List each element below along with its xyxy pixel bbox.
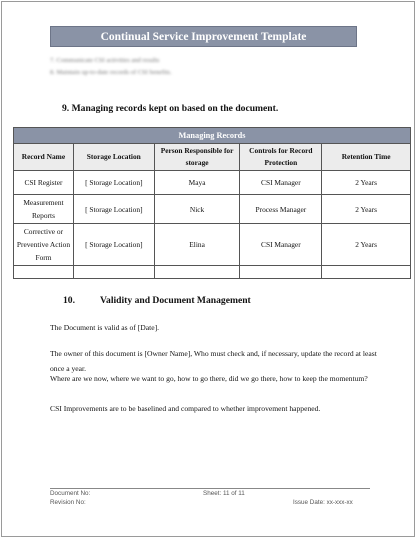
table-cell: 2 Years (322, 171, 411, 195)
table-cell: 2 Years (322, 195, 411, 224)
blurred-line: 8. Maintain up-to-date records of CSI benefits. (50, 69, 172, 76)
baseline-paragraph: CSI Improvements are to be baselined and compared to whether improvement happened. (50, 404, 321, 413)
column-header: Retention Time (322, 144, 411, 171)
footer-revision-no: Revision No: (50, 499, 86, 506)
owner-paragraph: The owner of this document is [Owner Name], Who must check and, if necessary, update the record at least once a year. (50, 349, 377, 373)
table-cell: [ Storage Location] (73, 224, 154, 266)
table-caption-row (14, 128, 411, 144)
table-cell: Elina (154, 224, 240, 266)
table-row (14, 171, 411, 195)
table-cell: CSI Manager (240, 224, 322, 266)
column-header: Person Responsible for storage (154, 144, 240, 171)
column-header: Storage Location (73, 144, 154, 171)
section-10-number: 10. (63, 295, 75, 306)
footer-issue-date: Issue Date: xx-xxx-xx (293, 499, 353, 506)
section-10-heading: Validity and Document Management (100, 295, 251, 306)
table-cell: [ Storage Location] (73, 195, 154, 224)
document-title: Continual Service Improvement Template (50, 26, 357, 47)
managing-records-table (13, 127, 411, 279)
table-caption: Managing Records (14, 128, 411, 144)
table-cell: Process Manager (240, 195, 322, 224)
blurred-line: 7. Communicate CSI activities and results (50, 57, 160, 64)
table-cell: Corrective or Preventive Action Form (14, 224, 74, 266)
section-9-heading: 9. Managing records kept on based on the document. (62, 103, 279, 114)
column-header: Controls for Record Protection (240, 144, 322, 171)
footer-divider (50, 488, 370, 489)
table-cell: Maya (154, 171, 240, 195)
table-cell (14, 266, 74, 279)
table-cell: 2 Years (322, 224, 411, 266)
table-cell: CSI Manager (240, 171, 322, 195)
validity-paragraph: The Document is valid as of [Date]. (50, 323, 160, 332)
column-header: Record Name (14, 144, 74, 171)
table-row-empty (14, 266, 411, 279)
table-cell: CSI Register (14, 171, 74, 195)
footer-sheet: Sheet: 11 of 11 (203, 490, 245, 497)
table-cell (73, 266, 154, 279)
table-row (14, 195, 411, 224)
table-cell: [ Storage Location] (73, 171, 154, 195)
momentum-paragraph: Where are we now, where we want to go, how to go there, did we go there, how to keep the momentum? (50, 374, 368, 383)
footer-document-no: Document No: (50, 490, 91, 497)
table-row (14, 224, 411, 266)
table-cell (240, 266, 322, 279)
table-cell (322, 266, 411, 279)
table-cell: Measurement Reports (14, 195, 74, 224)
table-cell (154, 266, 240, 279)
table-cell: Nick (154, 195, 240, 224)
table-header-row (14, 144, 411, 171)
